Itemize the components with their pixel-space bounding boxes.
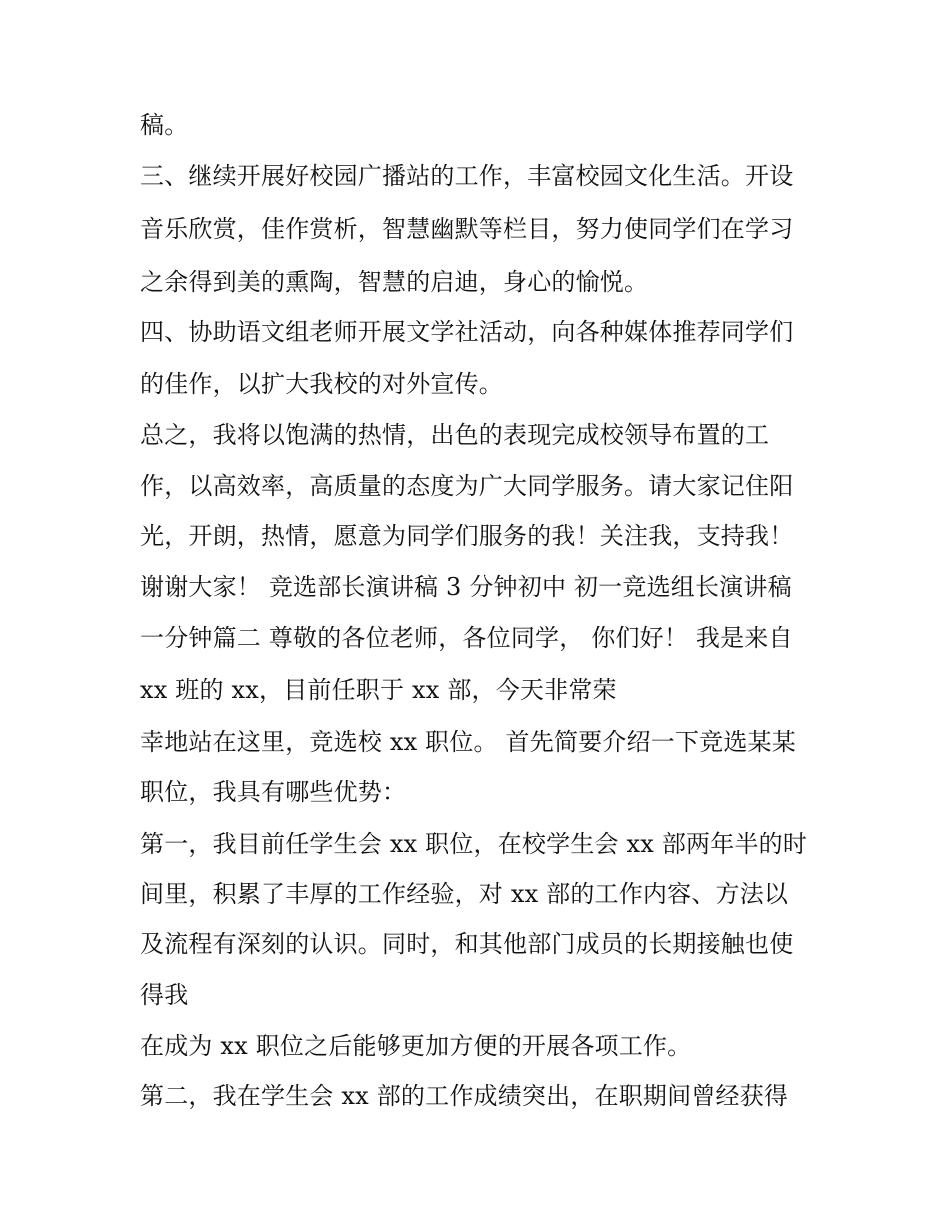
text-line: 四、协助语文组老师开展文学社活动，向各种媒体推荐同学们	[140, 318, 794, 346]
text-line: xx 班的 xx，目前任职于 xx 部，今天非常荣	[140, 676, 617, 704]
text-line: 总之，我将以饱满的热情，出色的表现完成校领导布置的工	[140, 421, 770, 449]
text-line: 音乐欣赏，佳作赏析，智慧幽默等栏目，努力使同学们在学习	[140, 215, 794, 243]
text-line: 稿。	[140, 111, 189, 139]
text-line: 幸地站在这里，竞选校 xx 职位。 首先简要介绍一下竞选某某	[140, 728, 796, 756]
text-line: 作，以高效率，高质量的态度为广大同学服务。请大家记住阳	[140, 472, 794, 500]
text-line: 第一，我目前任学生会 xx 职位，在校学生会 xx 部两年半的时	[140, 830, 808, 858]
text-line: 及流程有深刻的认识。同时，和其他部门成员的长期接触也使	[140, 930, 794, 958]
text-line: 得我	[140, 981, 189, 1009]
text-line: 第二，我在学生会 xx 部的工作成绩突出，在职期间曾经获得	[140, 1082, 789, 1110]
text-line: 三、继续开展好校园广播站的工作，丰富校园文化生活。开设	[140, 162, 794, 190]
text-line: 之余得到美的熏陶，智慧的启迪，身心的愉悦。	[140, 268, 649, 296]
text-line: 间里，积累了丰厚的工作经验，对 xx 部的工作内容、方法以	[140, 880, 789, 908]
text-line: 一分钟篇二 尊敬的各位老师，各位同学， 你们好！ 我是来自	[140, 624, 793, 652]
text-line: 谢谢大家！ 竞选部长演讲稿 3 分钟初中 初一竞选组长演讲稿	[140, 573, 792, 601]
text-line: 职位，我具有哪些优势：	[140, 778, 407, 806]
text-line: 的佳作，以扩大我校的对外宣传。	[140, 370, 503, 398]
text-line: 光，开朗，热情，愿意为同学们服务的我！关注我，支持我！	[140, 522, 794, 550]
text-line: 在成为 xx 职位之后能够更加方便的开展各项工作。	[140, 1032, 692, 1060]
